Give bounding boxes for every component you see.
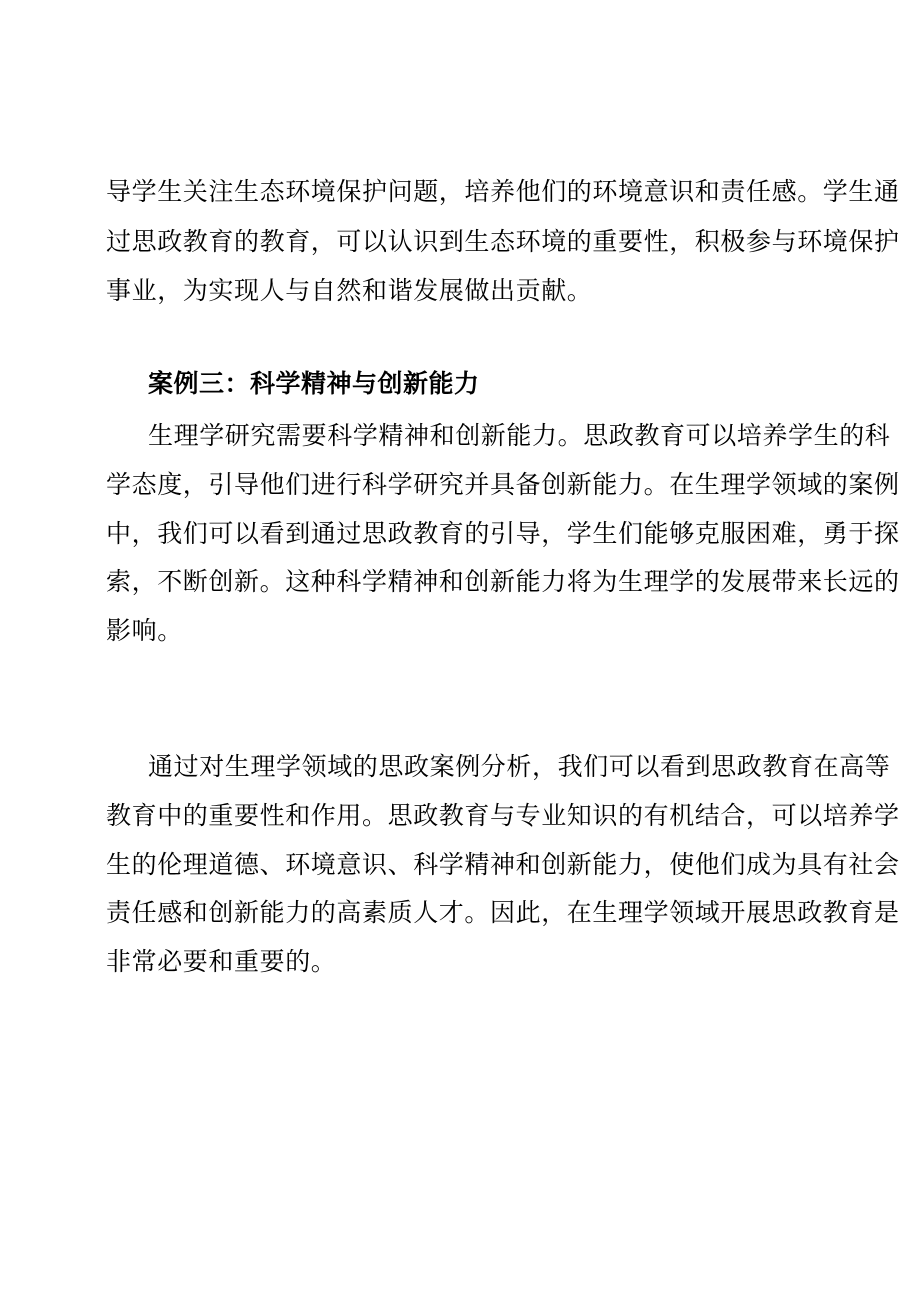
paragraph-line: 学态度，引导他们进行科学研究并具备创新能力。在生理学领域的案例 bbox=[106, 470, 900, 499]
section-heading: 案例三：科学精神与创新能力 bbox=[148, 369, 480, 398]
paragraph-line: 影响。 bbox=[106, 616, 183, 645]
paragraph-line: 索，不断创新。这种科学精神和创新能力将为生理学的发展带来长远的 bbox=[106, 567, 900, 596]
paragraph-line: 过思政教育的教育，可以认识到生态环境的重要性，积极参与环境保护 bbox=[106, 227, 900, 256]
paragraph-line: 事业，为实现人与自然和谐发展做出贡献。 bbox=[106, 276, 593, 305]
paragraph-line: 生的伦理道德、环境意识、科学精神和创新能力，使他们成为具有社会 bbox=[106, 850, 900, 879]
paragraph-line: 教育中的重要性和作用。思政教育与专业知识的有机结合，可以培养学 bbox=[106, 801, 900, 830]
paragraph-line: 导学生关注生态环境保护问题，培养他们的环境意识和责任感。学生通 bbox=[106, 177, 900, 206]
paragraph-line: 中，我们可以看到通过思政教育的引导，学生们能够克服困难，勇于探 bbox=[106, 519, 900, 548]
paragraph-line: 责任感和创新能力的高素质人才。因此，在生理学领域开展思政教育是 bbox=[106, 898, 900, 927]
paragraph-line: 非常必要和重要的。 bbox=[106, 947, 337, 976]
paragraph-line: 生理学研究需要科学精神和创新能力。思政教育可以培养学生的科 bbox=[148, 421, 891, 450]
paragraph-line: 通过对生理学领域的思政案例分析，我们可以看到思政教育在高等 bbox=[148, 752, 891, 781]
